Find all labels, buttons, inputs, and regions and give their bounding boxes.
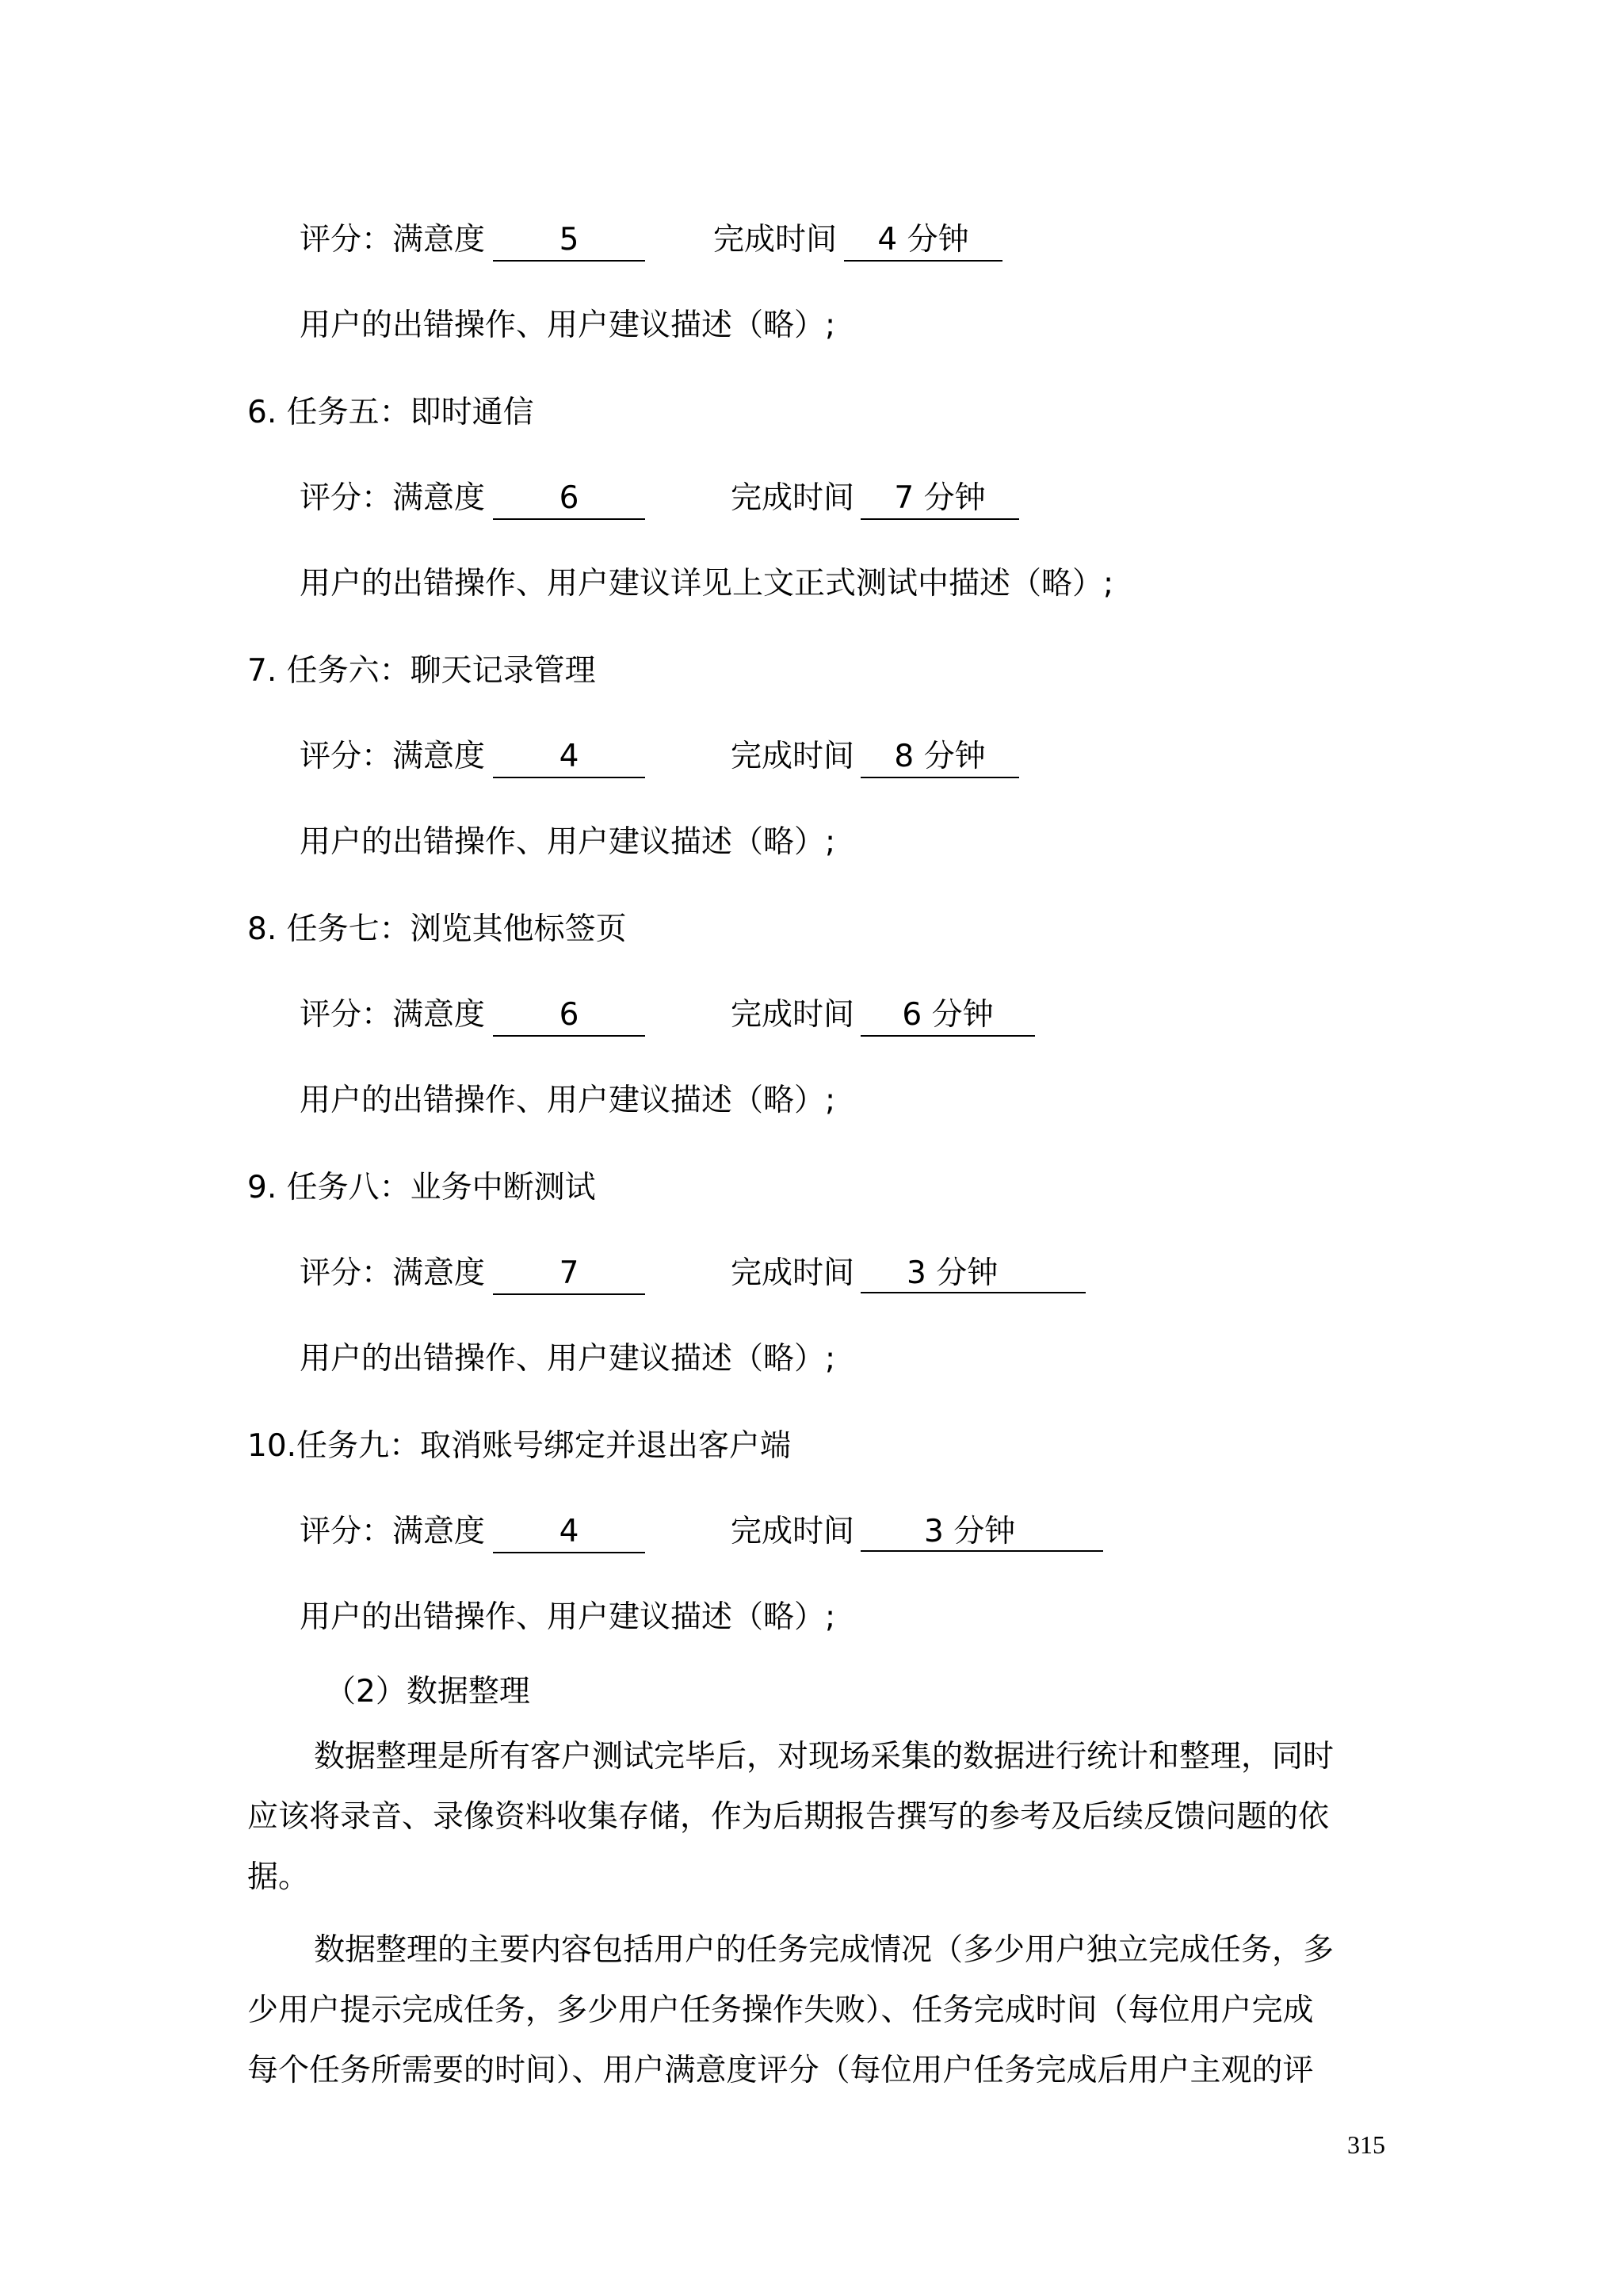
paragraph-line: 少用户提示完成任务，多少用户任务操作失败）、任务完成时间（每位用户完成	[247, 1992, 1314, 2028]
score-label: 评分：满意度	[300, 222, 486, 258]
task-heading: 8. 任务七：浏览其他标签页	[247, 911, 627, 947]
task-note: 用户的出错操作、用户建议描述（略）;	[300, 1341, 836, 1377]
task-note: 用户的出错操作、用户建议描述（略）;	[300, 308, 836, 343]
satisfaction-value: 4	[493, 737, 645, 778]
paragraph-line: 数据整理的主要内容包括用户的任务完成情况（多少用户独立完成任务，多	[314, 1932, 1335, 1968]
time-label: 完成时间	[731, 1255, 855, 1291]
score-label: 评分：满意度	[300, 480, 486, 516]
paragraph-line: 每个任务所需要的时间）、用户满意度评分（每位用户任务完成后用户主观的评	[247, 2053, 1314, 2088]
page-number: 315	[1347, 2130, 1385, 2159]
paragraph-line: 应该将录音、录像资料收集存储，作为后期报告撰写的参考及后续反馈问题的依	[247, 1799, 1330, 1835]
time-value: 6 分钟	[861, 995, 1035, 1037]
time-label: 完成时间	[731, 480, 855, 516]
task-note: 用户的出错操作、用户建议描述（略）;	[300, 1599, 836, 1635]
task-heading: 6. 任务五：即时通信	[247, 395, 534, 430]
task-heading: 9. 任务八：业务中断测试	[247, 1170, 596, 1205]
time-value: 3 分钟	[861, 1254, 1086, 1293]
satisfaction-value: 6	[493, 479, 645, 520]
section-heading: （2）数据整理	[325, 1674, 530, 1710]
time-value: 8 分钟	[861, 737, 1019, 778]
satisfaction-value: 6	[493, 995, 645, 1037]
time-label: 完成时间	[731, 739, 855, 774]
time-value: 3 分钟	[861, 1512, 1103, 1552]
paragraph-line: 据。	[247, 1859, 310, 1895]
time-label: 完成时间	[713, 222, 838, 258]
time-value: 7 分钟	[861, 479, 1019, 520]
task-note: 用户的出错操作、用户建议详见上文正式测试中描述（略）;	[300, 566, 1114, 602]
score-label: 评分：满意度	[300, 1514, 486, 1549]
score-label: 评分：满意度	[300, 739, 486, 774]
time-label: 完成时间	[731, 997, 855, 1033]
time-value: 4 分钟	[844, 220, 1002, 262]
score-label: 评分：满意度	[300, 997, 486, 1033]
task-heading: 7. 任务六：聊天记录管理	[247, 653, 596, 689]
satisfaction-value: 4	[493, 1512, 645, 1553]
paragraph-line: 数据整理是所有客户测试完毕后，对现场采集的数据进行统计和整理，同时	[314, 1739, 1335, 1775]
score-label: 评分：满意度	[300, 1255, 486, 1291]
time-label: 完成时间	[731, 1514, 855, 1549]
task-note: 用户的出错操作、用户建议描述（略）;	[300, 1083, 836, 1118]
satisfaction-value: 5	[493, 220, 645, 262]
task-note: 用户的出错操作、用户建议描述（略）;	[300, 824, 836, 860]
task-heading: 10.任务九：取消账号绑定并退出客户端	[247, 1428, 792, 1464]
satisfaction-value: 7	[493, 1254, 645, 1295]
